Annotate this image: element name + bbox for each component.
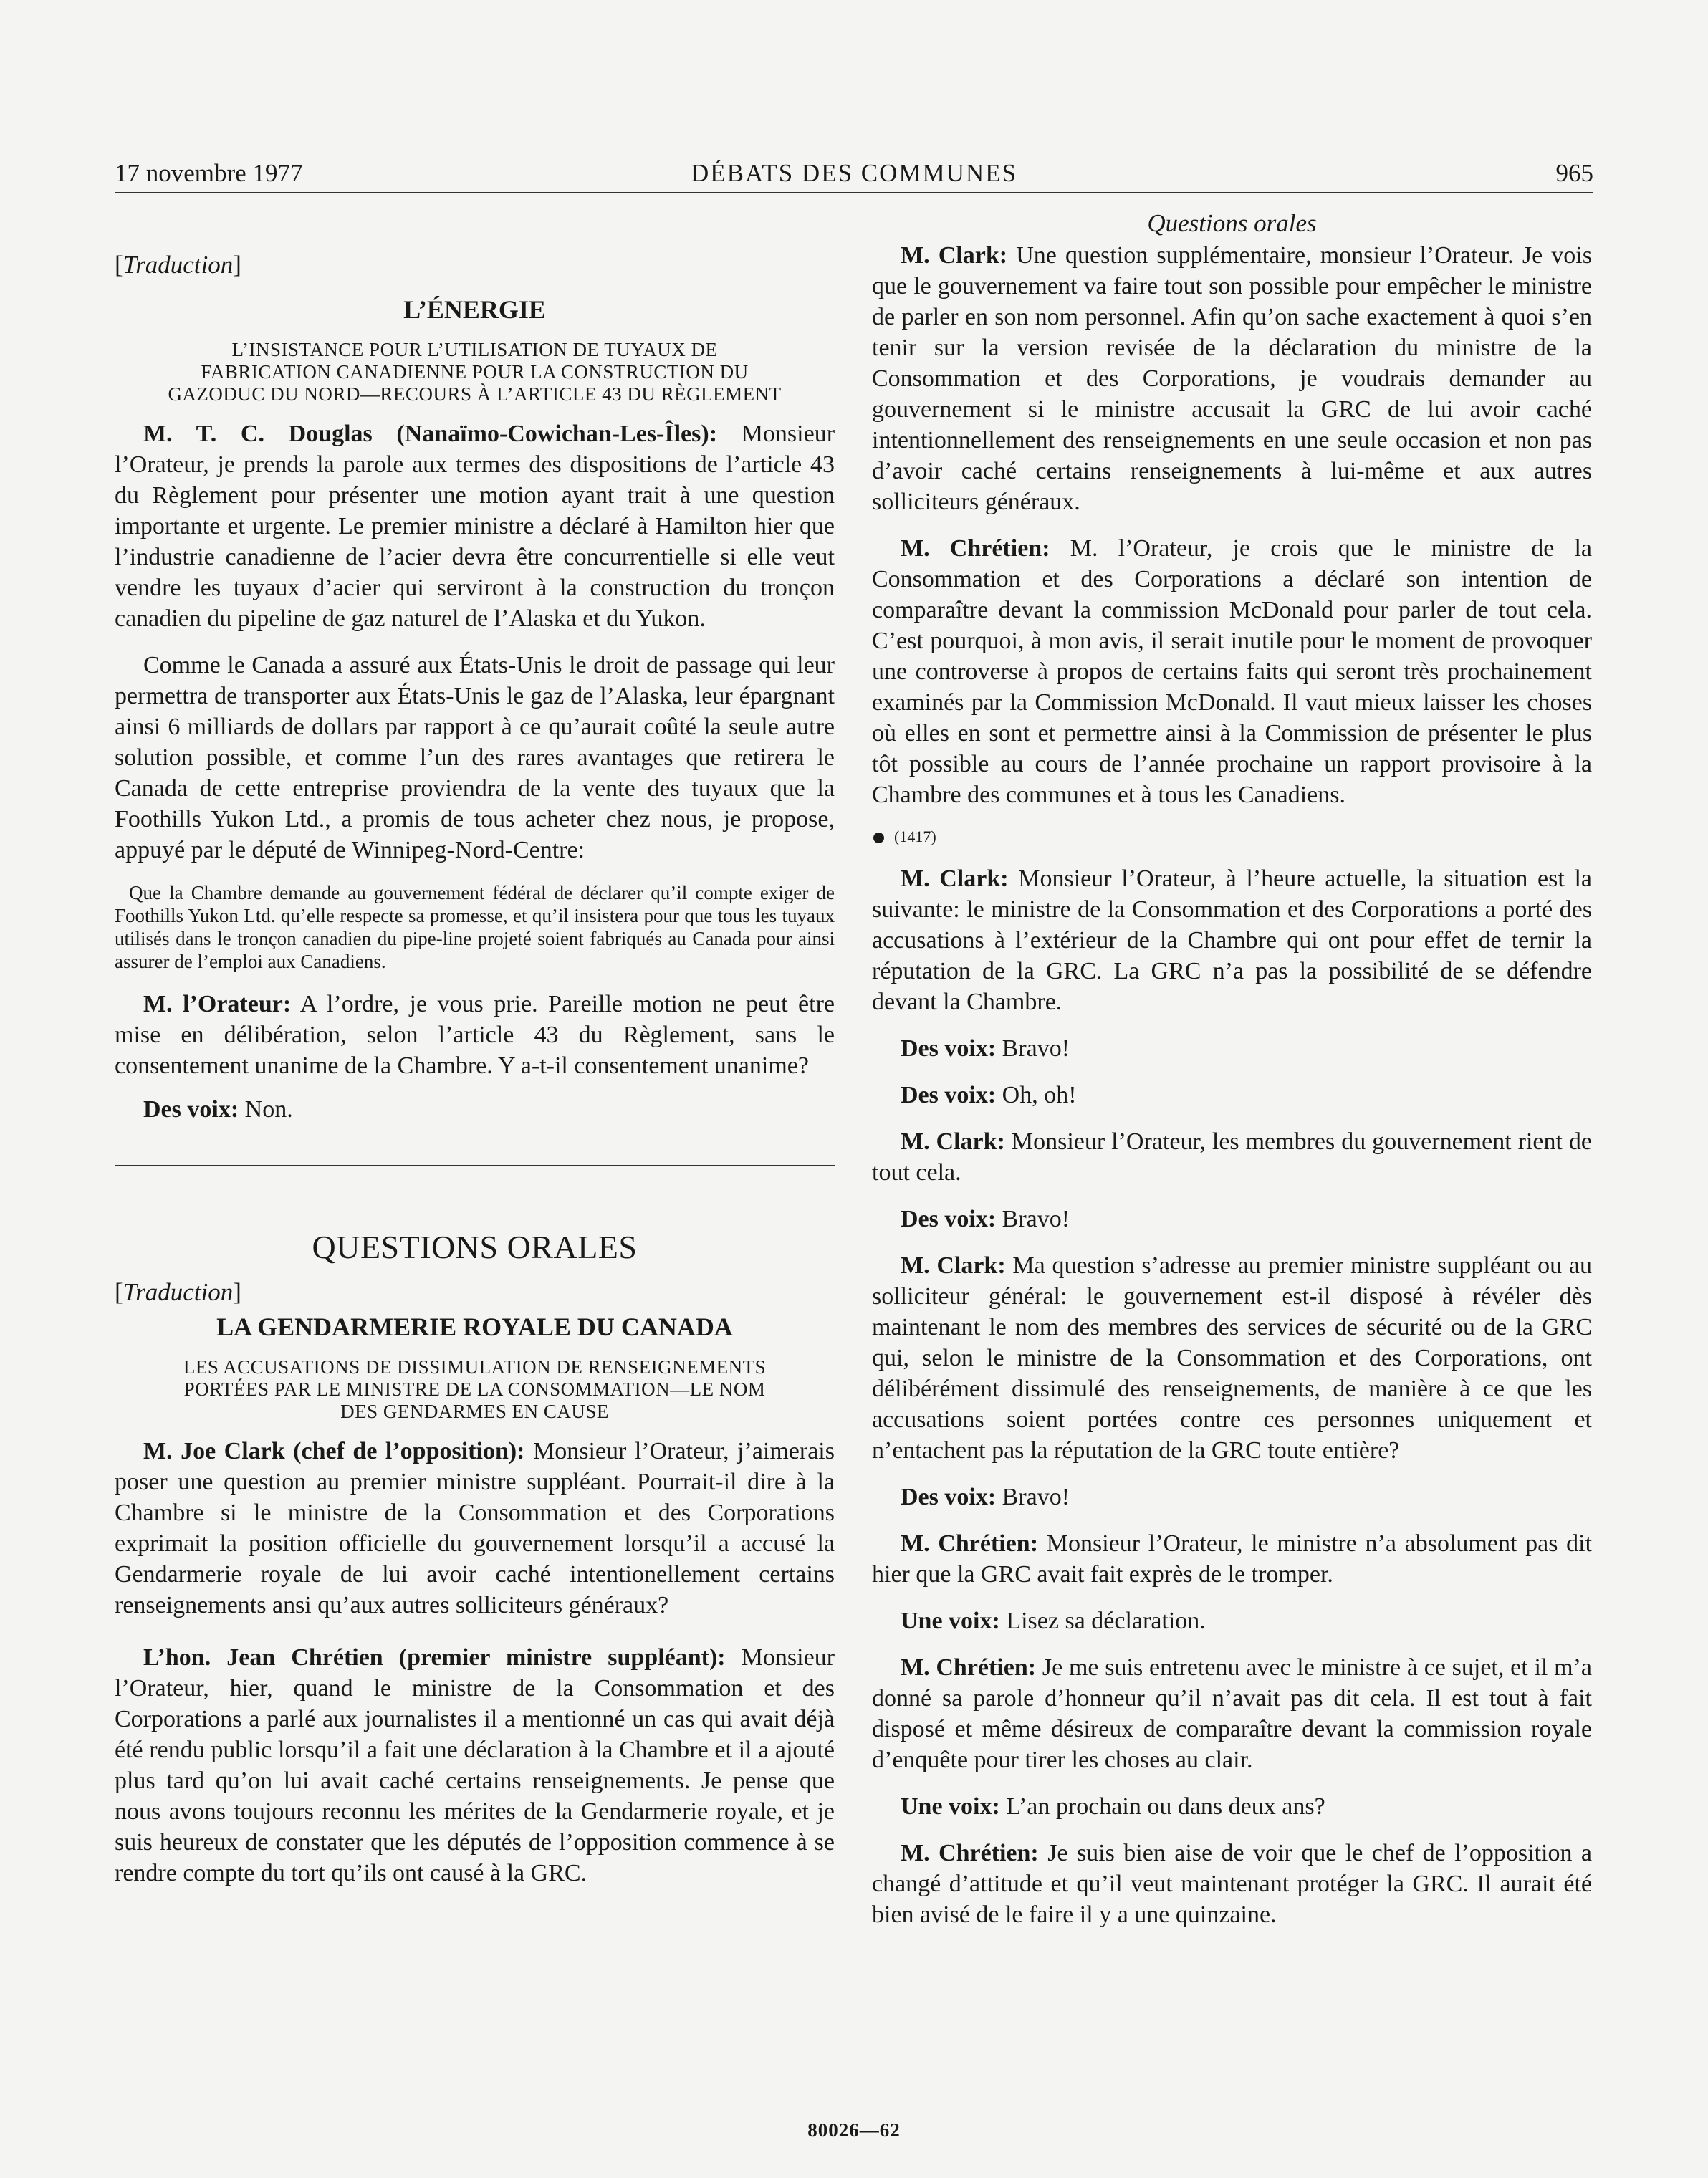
- left-column: [115, 208, 835, 1889]
- column-head: Questions orales: [1147, 209, 1317, 237]
- running-head: [115, 156, 1593, 193]
- clark-statement-2: M. Clark: Monsieur l’Orateur, à l’heure actuelle, la situation est la suivante: le ministre de la Consommation et des Corporations a porté des accusations à l’extérieur de la Chambre qui ont pour effet de ternir la réputation de la GRC. La GRC n’a pas la possibilité de se défendre devant la Chambre.: [872, 865, 1593, 1015]
- clark-statement-3: M. Clark: Monsieur l’Orateur, les membres du gouvernement rient de tout cela.: [872, 1128, 1593, 1186]
- voices-bravo-1: Des voix: Bravo!: [901, 1035, 1070, 1062]
- speaker-ruling: M. l’Orateur: A l’ordre, je vous prie. Pareille motion ne peut être mise en délibération, selon l’article 43 du Règlement, sans le consentement unanime de la Chambre. Y a-t-il consentement unanime?: [115, 991, 835, 1079]
- voices-bravo-2: Des voix: Bravo!: [901, 1206, 1070, 1232]
- motion-text: Que la Chambre demande au gouvernement fédéral de déclarer qu’il compte exiger de Foothills Yukon Ltd. qu’elle respecte sa promesse, et qu’il insistera pour que tous les tuyaux utilisés dans le tronçon canadien du pipe-line projeté soient fabriqués au Canada pour ainsi assurer de l’emploi aux Canadiens.: [115, 882, 835, 972]
- voices-oh: Des voix: Oh, oh!: [901, 1082, 1077, 1108]
- clark-question: M. Joe Clark (chef de l’opposition): Monsieur l’Orateur, j’aimerais poser une question au premier ministre suppléant. Pourrait-il dire à la Chambre si le ministre de la Consommation et des Corporations exprimait la position officielle du gouvernement lorsqu’il a accusé la Gendarmerie royale de lui avoir caché intentionellement certains renseignements ansi qu’aux autres solliciteurs généraux?: [115, 1438, 835, 1618]
- voice-interjection-1: Une voix: Lisez sa déclaration.: [901, 1608, 1206, 1634]
- bullet-icon: [873, 833, 884, 843]
- section-divider: [115, 1165, 835, 1166]
- energy-subtitle: L’INSISTANCE POUR L’UTILISATION DE TUYAUX DE FABRICATION CANADIENNE POUR LA CONSTRUCTION DU GAZODUC DU NORD—RECOURS À L’ARTICLE 43 DU RÈGLEMENT: [168, 339, 782, 405]
- translation-note-2: [Traduction]: [115, 1278, 241, 1306]
- chretien-answer: L’hon. Jean Chrétien (premier ministre suppléant): Monsieur l’Orateur, hier, quand le ministre de la Consommation et des Corporations a parlé aux journalistes il a mentionné un cas qui avait déjà été rendu public lorsqu’il a fait une déclaration à la Chambre et il a ajouté plus tard qu’on lui avait caché certains renseignements. Je pense que nous avons toujours reconnu les mérites de la Gendarmerie royale, et je suis heureux de constater que les députés de l’opposition commence à se rendre compte du tort qu’ils ont causé à la GRC.: [115, 1644, 835, 1886]
- clark-supplementary: M. Clark: Une question supplémentaire, monsieur l’Orateur. Je vois que le gouvernement va faire tout son possible pour empêcher le ministre de parler en son nom personnel. Afin qu’on sache exactement à quoi s’en tenir sur la version revisée de la déclaration du ministre de la Consommation et des Corporations, je voudrais demander au gouvernement si le ministre accusait la GRC de lui avoir caché intentionnellement des renseignements en une seule occasion et non pas d’avoir caché certains renseignements à lui-même et aux autres solliciteurs généraux.: [872, 242, 1592, 515]
- voices-bravo-3: Des voix: Bravo!: [901, 1484, 1070, 1510]
- right-column: [872, 208, 1592, 1930]
- clark-question-2: M. Clark: Ma question s’adresse au premier ministre suppléant ou au solliciteur général: le gouvernement est-il disposé à révéler dès maintenant le nom des membres des services de sécurité ou de la GRC qui, selon le ministre de la Consommation et des Corporations, ont délibérément dissimulé des renseignements, de manière à ce que les accusations soient portées contre ces personnes uniquement et n’entachent pas la réputation de la GRC toute entière?: [872, 1252, 1592, 1464]
- energy-section-title: L’ÉNERGIE: [403, 295, 546, 324]
- page-footer-code: 80026—62: [807, 2119, 901, 2141]
- chretien-reply-3: M. Chrétien: Je me suis entretenu avec le ministre à ce sujet, et il m’a donné sa parole d’honneur qu’il n’avait pas dit cela. Il est tout à fait disposé et même désireux de comparaître devant la commission royale d’enquête pour tirer les choses au clair.: [872, 1654, 1592, 1773]
- grc-section-title: LA GENDARMERIE ROYALE DU CANADA: [216, 1313, 733, 1341]
- header-title: DÉBATS DES COMMUNES: [690, 159, 1018, 187]
- chretien-reply-4: M. Chrétien: Je suis bien aise de voir que le chef de l’opposition a changé d’attitude et qu’il veut maintenant protéger la GRC. Il aurait été bien avisé de le faire il y a une quinzaine.: [872, 1840, 1593, 1928]
- douglas-statement: M. T. C. Douglas (Nanaïmo-Cowichan-Les-Îles): Monsieur l’Orateur, je prends la parole aux termes des dispositions de l’article 43 du Règlement pour présenter une motion ayant trait à une question importante et urgente. Le premier ministre a déclaré à Hamilton hier que l’industrie canadienne de l’acier devra être concurrentielle si elle veut vendre les tuyaux d’acier qui serviront à la construction du tronçon canadien du pipeline de gaz naturel de l’Alaska et du Yukon.: [115, 421, 835, 632]
- voice-interjection-2: Une voix: L’an prochain ou dans deux ans?: [901, 1793, 1325, 1820]
- grc-subtitle: LES ACCUSATIONS DE DISSIMULATION DE RENSEIGNEMENTS PORTÉES PAR LE MINISTRE DE LA CONSOMMATION—LE NOM DES GENDARMES EN CAUSE: [183, 1356, 767, 1422]
- translation-note: [Traduction]: [115, 251, 241, 279]
- chretien-reply-2: M. Chrétien: Monsieur l’Orateur, le ministre n’a absolument pas dit hier que la GRC avait fait exprès de le tromper.: [872, 1530, 1593, 1588]
- page-number: 965: [1555, 159, 1593, 187]
- header-date: 17 novembre 1977: [115, 159, 303, 187]
- timestamp: (1417): [872, 826, 1592, 848]
- voices-reply: Des voix: Non.: [143, 1096, 293, 1123]
- questions-orales-title: QUESTIONS ORALES: [312, 1229, 638, 1265]
- chretien-reply-1: M. Chrétien: M. l’Orateur, je crois que le ministre de la Consommation et des Corporations a déclaré son intention de comparaître devant la commission McDonald pour parler de tout cela. C’est pourquoi, à mon avis, il serait inutile pour le moment de provoquer une controverse à propos de certains faits qui seront très prochainement examinés par la Commission McDonald. Il vaut mieux laisser les choses où elles en sont et permettre ainsi à la Commission de présenter le plus tôt possible au cours de l’année prochaine un rapport provisoire à la Chambre des communes et à tous les Canadiens.: [872, 535, 1593, 808]
- douglas-statement-2: Comme le Canada a assuré aux États-Unis le droit de passage qui leur permettra de transporter aux États-Unis le gaz de l’Alaska, leur épargnant ainsi 6 milliards de dollars par rapport à ce qu’aurait coûté la seule autre solution possible, et comme l’un des rares avantages que retirera le Canada de cette entreprise proviendra de la vente des tuyaux que la Foothills Yukon Ltd., a promis de tous acheter chez nous, je propose, appuyé par le député de Winnipeg-Nord-Centre:: [115, 652, 835, 863]
